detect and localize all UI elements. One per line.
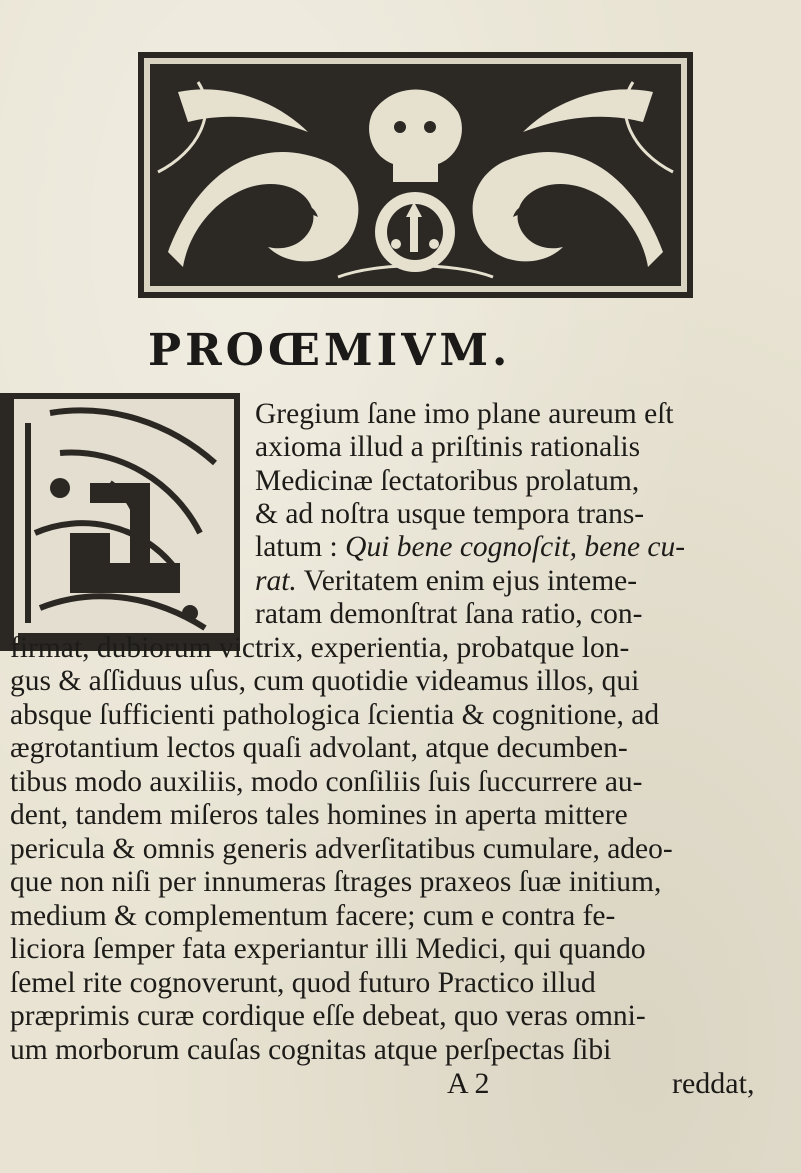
text-line-20: um morborum cauſas cognitas atque perſpectas ſibi xyxy=(10,1034,612,1066)
text-line-5 xyxy=(255,531,685,564)
ornamental-headpiece xyxy=(138,52,693,298)
text-line-1: Gregium ſane imo plane aureum eſt xyxy=(255,398,674,430)
text-line-10: absque ſufficienti pathologica ſcientia & cognitione, ad xyxy=(10,699,660,731)
text-line-5-start: latum : xyxy=(255,531,338,563)
quotation-italic: Qui bene cognoſcit, bene cu- xyxy=(345,531,686,563)
catchword: reddat, xyxy=(672,1067,755,1100)
text-line-15: que non niſi per innumeras ſtrages praxeos ſuæ initium, xyxy=(10,866,662,898)
text-line-3: Medicinæ ſectatoribus prolatum, xyxy=(255,465,640,497)
chapter-title: PROŒMIVM. xyxy=(148,325,512,376)
text-line-19: præprimis curæ cordique eſſe debeat, quo veras omni- xyxy=(10,1000,646,1032)
quotation-italic-end: rat. xyxy=(255,565,297,597)
text-line-14: pericula & omnis generis adverſitatibus cumulare, adeo- xyxy=(10,833,673,865)
signature-mark: A 2 xyxy=(447,1067,490,1100)
text-line-6 xyxy=(255,565,637,598)
text-line-2: axioma illud a priſtinis rationalis xyxy=(255,431,641,463)
text-line-8: firmat, dubiorum victrix, experientia, probatque lon- xyxy=(10,632,630,664)
text-line-6-rest: Veritatem enim ejus inteme- xyxy=(303,565,638,597)
text-line-18: ſemel rite cognoverunt, quod futuro Practico illud xyxy=(10,967,596,999)
text-line-13: dent, tandem miſeros tales homines in aperta mittere xyxy=(10,799,628,831)
text-line-7: ratam demonſtrat ſana ratio, con- xyxy=(255,598,643,630)
text-line-12: tibus modo auxiliis, modo conſiliis ſuis ſuccurrere au- xyxy=(10,766,643,798)
text-line-4: & ad noſtra usque tempora trans- xyxy=(255,498,645,530)
text-line-17: liciora ſemper fata experiantur illi Medici, qui quando xyxy=(10,933,646,965)
text-line-9: gus & aſſiduus uſus, cum quotidie videamus illos, qui xyxy=(10,665,640,697)
text-line-16: medium & complementum facere; cum e contra fe- xyxy=(10,900,616,932)
text-line-11: ægrotantium lectos quaſi advolant, atque decumben- xyxy=(10,732,628,764)
decorated-initial-letter xyxy=(0,393,240,651)
